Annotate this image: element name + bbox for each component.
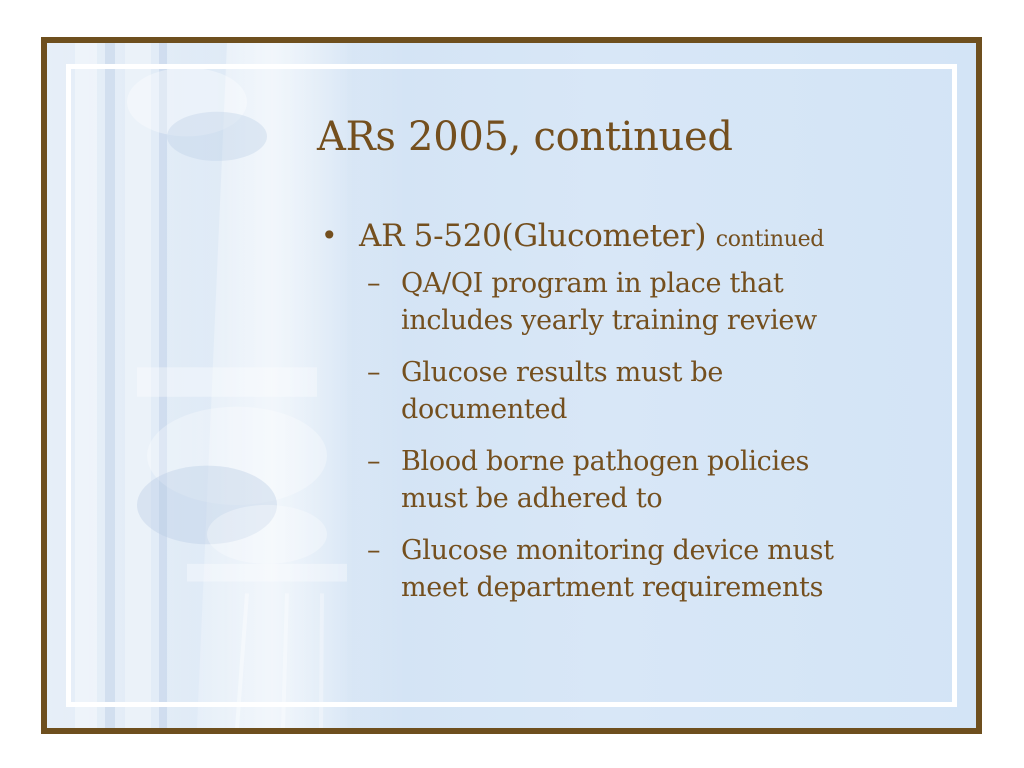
dash-icon: – (367, 268, 381, 299)
sub-bullet-line: QA/QI program in place that (401, 268, 784, 299)
sub-bullet-line: Blood borne pathogen policies (401, 446, 810, 477)
sub-bullet-item (367, 532, 921, 606)
sub-bullet-line: Glucose results must be (401, 357, 724, 388)
dash-icon: – (367, 446, 381, 477)
dash-icon: – (367, 535, 381, 566)
bullet-item (321, 215, 921, 261)
slide-body (321, 215, 921, 621)
sub-bullet-line: includes yearly training review (401, 305, 817, 336)
sub-bullet-item (367, 354, 921, 428)
bullet-text: AR 5-520(Glucometer) (359, 218, 707, 254)
slide-title: ARs 2005, continued (317, 114, 733, 160)
sub-bullet-line: Glucose monitoring device must (401, 535, 834, 566)
sub-bullet-item (367, 265, 921, 339)
sub-bullet-line: documented (401, 394, 568, 425)
sub-bullet-line: must be adhered to (401, 483, 663, 514)
sub-bullet-line: meet department requirements (401, 572, 824, 603)
sub-bullet-item (367, 443, 921, 517)
dash-icon: – (367, 357, 381, 388)
bullet-small-text: continued (715, 227, 825, 252)
bullet-icon: • (321, 219, 338, 252)
sub-bullet-list (367, 265, 921, 606)
